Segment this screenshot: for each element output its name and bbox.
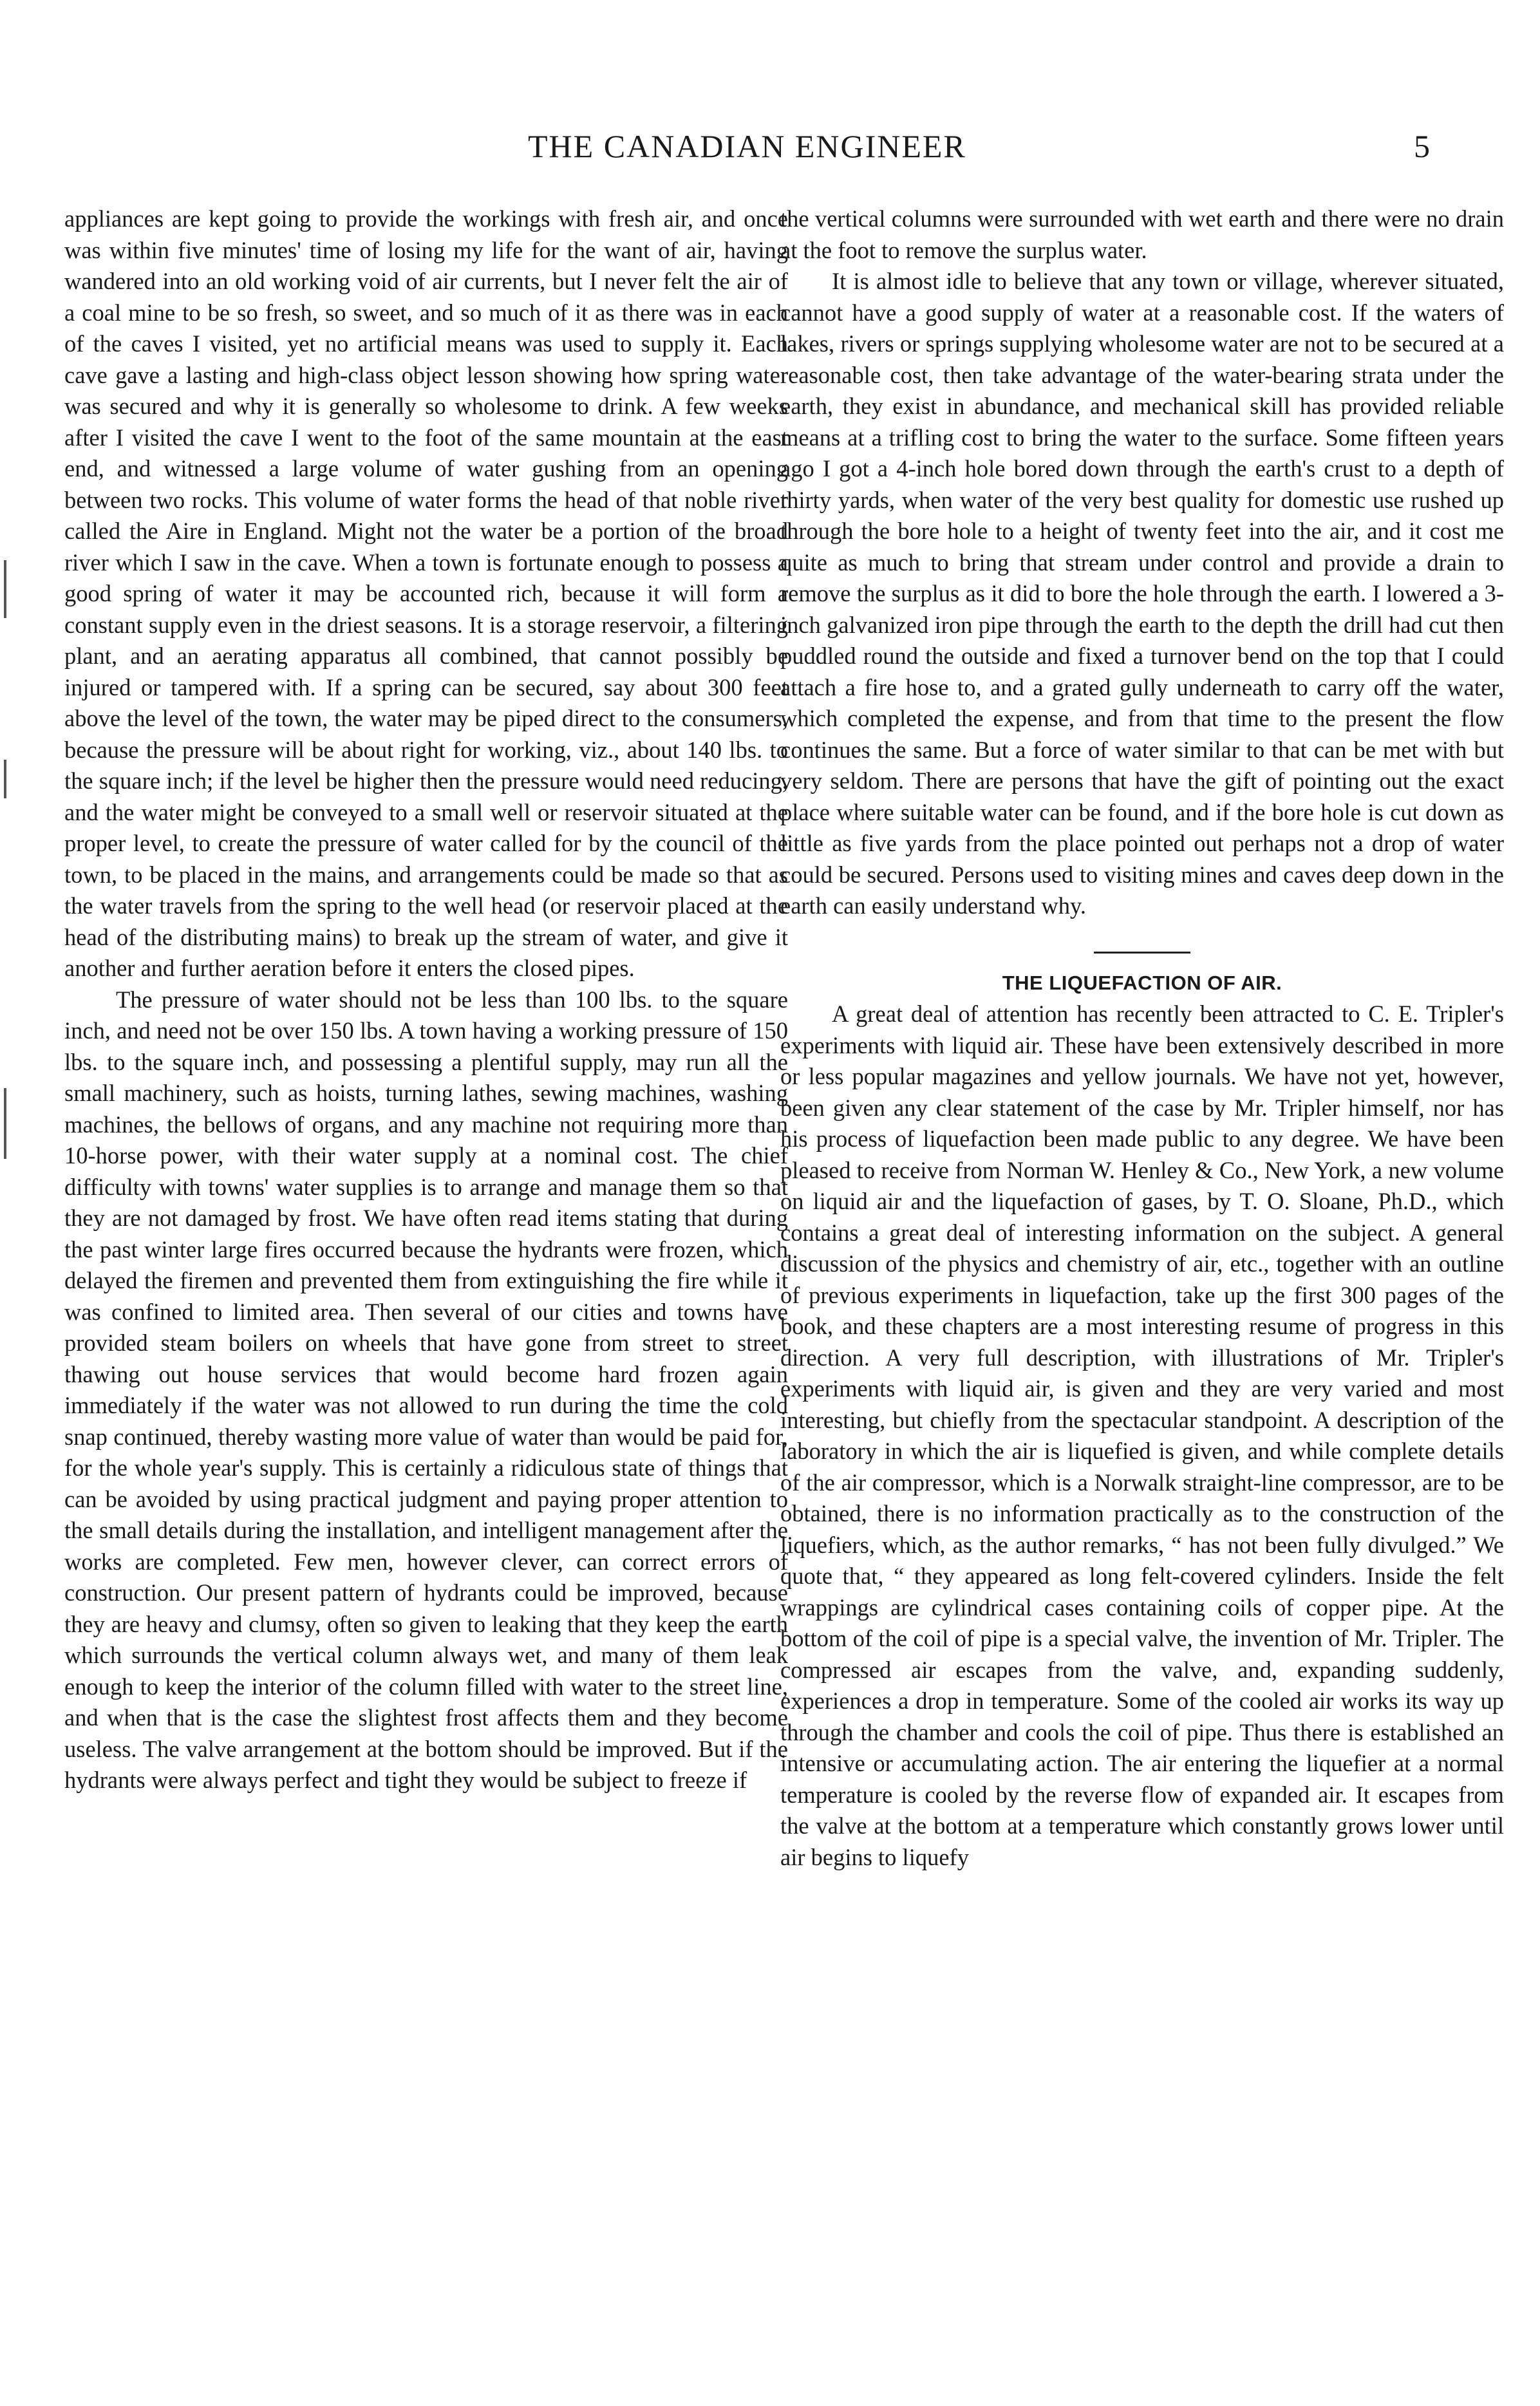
page-number: 5: [1414, 128, 1430, 164]
scan-edge-mark: [4, 760, 6, 798]
left-column: [64, 203, 788, 1796]
right-paragraph-3: A great deal of attention has recently been attracted to C. E. Tripler's experiments with liquid air. These have been extensively described in more or less popular magazines and yellow journals. We have not yet, however, been given any clear statement of the case by Mr. Tripler himself, nor has his process of liquefaction been made public to any degree. We have been pleased to receive from Norman W. Henley & Co., New York, a new volume on liquid air and the liquefaction of gases, by T. O. Sloane, Ph.D., which contains a great deal of interesting information on the subject. A general discussion of the physics and chemistry of air, etc., together with an outline of previous experiments in liquefaction, take up the first 300 pages of the book, and these chapters are a most interesting resume of progress in this direction. A very full description, with illustrations of Mr. Tripler's experiments with liquid air, is given and they are very varied and most interesting, but chiefly from the spectacular standpoint. A description of the laboratory in which the air is liquefied is given, and while complete details of the air compressor, which is a Norwalk straight-line compressor, are to be obtained, there is no information practically as to the construction of the liquefiers, which, as the author remarks, “ has not been fully divulged.” We quote that, “ they appeared as long felt-covered cylinders. Inside the felt wrappings are cylindrical cases containing coils of copper pipe. At the bottom of the coil of pipe is a special valve, the invention of Mr. Tripler. The compressed air escapes from the valve, and, expanding suddenly, experiences a drop in temperature. Some of the cooled air works its way up through the chamber and cools the coil of pipe. Thus there is established an intensive or accumulating action. The air entering the liquefier at a normal temperature is cooled by the reverse flow of expanded air. It escapes from the valve at the bottom at a temperature which constantly grows lower until air begins to liquefy: [780, 1001, 1504, 1870]
left-paragraph-1: appliances are kept going to provide the workings with fresh air, and once was within five minutes' time of losing my life for the want of air, having wandered into an old working void of air currents, but I never felt the air of a coal mine to be so fresh, so sweet, and so much of it as there was in each of the caves I visited, yet no artificial means was used to supply it. Each cave gave a lasting and high-class object lesson showing how spring water was secured and why it is generally so wholesome to drink. A few weeks after I visited the cave I went to the foot of the same mountain at the east end, and witnessed a large volume of water gushing from an opening between two rocks. This volume of water forms the head of that noble river called the Aire in England. Might not the water be a portion of the broad river which I saw in the cave. When a town is fortunate enough to possess a good spring of water it may be accounted rich, because it will form a constant supply even in the driest seasons. It is a storage reservoir, a filtering plant, and an aerating apparatus all combined, that cannot possibly be injured or tampered with. If a spring can be secured, say about 300 feet above the level of the town, the water may be piped direct to the consumers, because the pressure will be about right for working, viz., about 140 lbs. to the square inch; if the level be higher then the pressure would need reducing, and the water might be conveyed to a small well or reservoir situated at the proper level, to create the pressure of water called for by the council of the town, to be placed in the mains, and arrangements could be made so that as the water travels from the spring to the well head (or reservoir placed at the head of the distributing mains) to break up the stream of water, and give it another and further aeration before it enters the closed pipes.: [64, 205, 788, 981]
right-column: [780, 203, 1504, 1873]
section-title: THE LIQUEFACTION OF AIR.: [1002, 971, 1282, 994]
right-paragraph-2: It is almost idle to believe that any town or village, wherever situated, cannot have a good supply of water at a reasonable cost. If the waters of lakes, rivers or springs supplying wholesome water are not to be secured at a reasonable cost, then take advantage of the water-bearing strata under the earth, they exist in abundance, and mechanical skill has provided reliable means at a trifling cost to bring the water to the surface. Some fifteen years ago I got a 4-inch hole bored down through the earth's crust to a depth of thirty yards, when water of the very best quality for domestic use rushed up through the bore hole to a height of twenty feet into the air, and it cost me quite as much to bring that stream under control and provide a drain to remove the surplus as it did to bore the hole through the earth. I lowered a 3-inch galvanized iron pipe through the earth to the depth the drill had cut then puddled round the outside and fixed a turnover bend on the top that I could attach a fire hose to, and a grated gully underneath to carry off the water, which completed the expense, and from that time to the present the flow continues the same. But a force of water similar to that can be met with but very seldom. There are persons that have the gift of pointing out the exact place where suitable water can be found, and if the bore hole is cut down as little as five yards from the place pointed out perhaps not a drop of water could be secured. Persons used to visiting mines and caves deep down in the earth can easily understand why.: [780, 268, 1504, 919]
section-divider: [1094, 952, 1190, 954]
scan-edge-mark: [4, 560, 6, 618]
left-paragraph-2: The pressure of water should not be less than 100 lbs. to the square inch, and need not be over 150 lbs. A town having a working pressure of 150 lbs. to the square inch, and possessing a plentiful supply, may run all the small machinery, such as hoists, turning lathes, sewing machines, washing machines, the bellows of organs, and any machine not requiring more than 10-horse power, with their water supply at a nominal cost. The chief difficulty with towns' water supplies is to arrange and manage them so that they are not damaged by frost. We have often read items stating that during the past winter large fires occurred because the hydrants were frozen, which delayed the firemen and prevented them from extinguishing the fire while it was confined to limited area. Then several of our cities and towns have provided steam boilers on wheels that have gone from street to street thawing out house services that would become hard frozen again immediately if the water was not allowed to run during the time the cold snap continued, thereby wasting more value of water than would be paid for, for the whole year's supply. This is certainly a ridiculous state of things that can be avoided by using practical judgment and paying proper attention to the small details during the installation, and intelligent management after the works are completed. Few men, however clever, can correct errors of construction. Our present pattern of hydrants could be improved, because they are heavy and clumsy, often so given to leaking that they keep the earth which surrounds the vertical column always wet, and many of them leak enough to keep the interior of the column filled with water to the street line, and when that is the case the slightest frost affects them and they become useless. The valve arrangement at the bottom should be improved. But if the hydrants were always perfect and tight they would be subject to freeze if: [64, 986, 788, 1793]
right-paragraph-1: the vertical columns were surrounded with wet earth and there were no drain at the foot to remove the surplus water.: [780, 205, 1504, 263]
page-header-title: THE CANADIAN ENGINEER: [528, 128, 966, 164]
scan-edge-mark: [4, 1088, 6, 1159]
